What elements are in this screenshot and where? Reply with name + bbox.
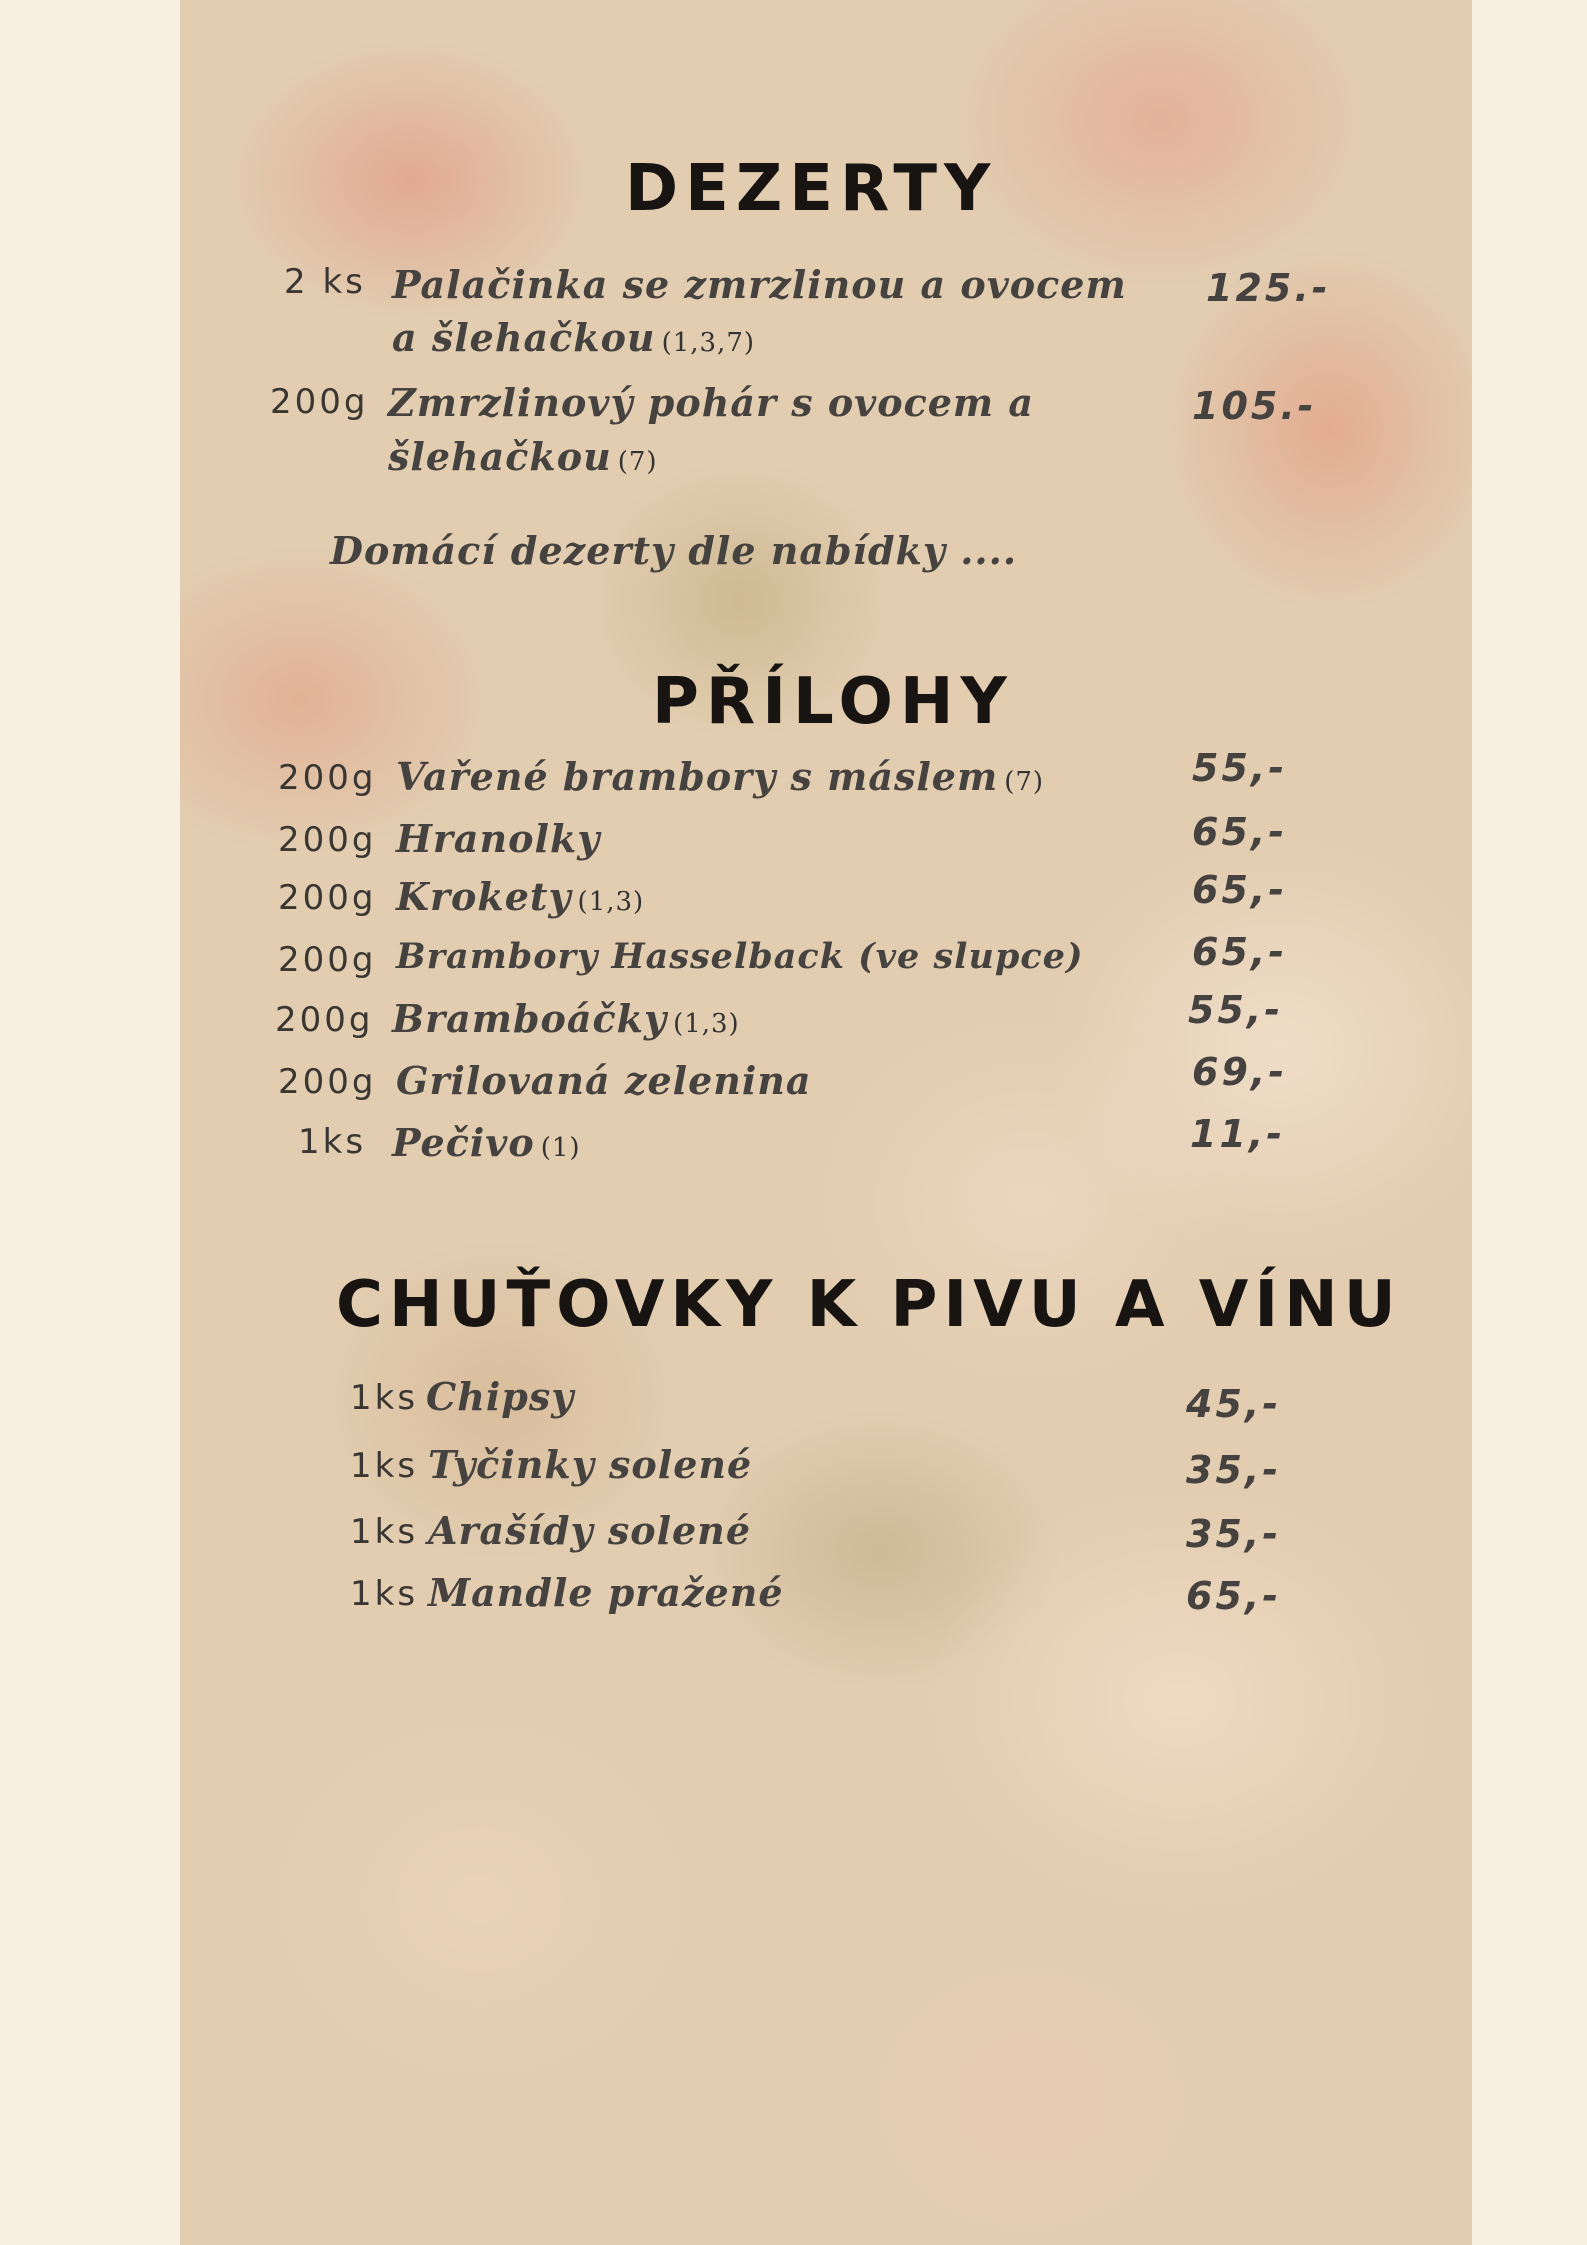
item-price: 65,- xyxy=(1192,810,1288,854)
item-quantity: 200g xyxy=(278,758,377,798)
item-price: 65,- xyxy=(1192,930,1288,974)
floral-background-panel xyxy=(180,0,1472,2245)
item-name: Pečivo (1) xyxy=(392,1120,581,1165)
item-allergens: (1,3) xyxy=(673,1009,740,1039)
item-name: Krokety (1,3) xyxy=(396,874,645,919)
item-name: Bramboáčky (1,3) xyxy=(392,996,740,1041)
item-price: 11,- xyxy=(1190,1112,1286,1156)
item-quantity: 200g xyxy=(278,878,377,918)
item-name-line2: a šlehačkou (1,3,7) xyxy=(392,315,756,360)
section-title-prilohy: PŘÍLOHY xyxy=(652,665,1014,739)
item-price: 35,- xyxy=(1186,1512,1282,1556)
item-price: 45,- xyxy=(1186,1382,1282,1426)
item-allergens: (7) xyxy=(617,447,658,477)
item-name: Hranolky xyxy=(396,816,601,861)
item-quantity: 1ks xyxy=(350,1446,419,1486)
dessert-note: Domácí dezerty dle nabídky .... xyxy=(330,528,1018,573)
item-name-line1: Palačinka se zmrzlinou a ovocem xyxy=(392,262,1127,307)
section-title-dezerty: DEZERTY xyxy=(625,152,998,226)
item-name: Chipsy xyxy=(426,1374,575,1419)
item-price: 65,- xyxy=(1186,1574,1282,1618)
item-price: 125.- xyxy=(1206,266,1331,310)
section-title-chutovky: CHUŤOVKY K PIVU A VÍNU xyxy=(336,1268,1402,1342)
item-price: 65,- xyxy=(1192,868,1288,912)
item-quantity: 200g xyxy=(278,1062,377,1102)
item-quantity: 200g xyxy=(278,820,377,860)
item-quantity: 1ks xyxy=(350,1512,419,1552)
item-name: Tyčinky solené xyxy=(428,1442,753,1487)
item-name: Grilovaná zelenina xyxy=(396,1058,812,1103)
item-name: Mandle pražené xyxy=(428,1570,784,1615)
item-allergens: (7) xyxy=(1004,767,1045,797)
item-name: Vařené brambory s máslem (7) xyxy=(396,754,1045,799)
item-price: 35,- xyxy=(1186,1448,1282,1492)
item-allergens: (1,3,7) xyxy=(661,328,756,358)
item-quantity: 200g xyxy=(270,382,369,422)
item-price: 105.- xyxy=(1192,384,1317,428)
item-name-line1: Zmrzlinový pohár s ovocem a xyxy=(388,380,1034,425)
item-price: 55,- xyxy=(1192,746,1288,790)
item-allergens: (1,3) xyxy=(577,887,645,917)
item-quantity: 200g xyxy=(278,940,377,980)
item-quantity: 1ks xyxy=(350,1574,419,1614)
item-name: Arašídy solené xyxy=(428,1508,751,1553)
item-quantity: 1ks xyxy=(298,1122,367,1162)
item-allergens: (1) xyxy=(540,1133,581,1163)
item-quantity: 200g xyxy=(275,1000,374,1040)
item-name-line2: šlehačkou (7) xyxy=(388,434,658,479)
item-price: 55,- xyxy=(1188,988,1284,1032)
item-quantity: 1ks xyxy=(350,1378,419,1418)
item-price: 69,- xyxy=(1192,1050,1288,1094)
item-quantity: 2 ks xyxy=(284,262,366,302)
item-name: Brambory Hasselback (ve slupce) xyxy=(396,936,1084,977)
